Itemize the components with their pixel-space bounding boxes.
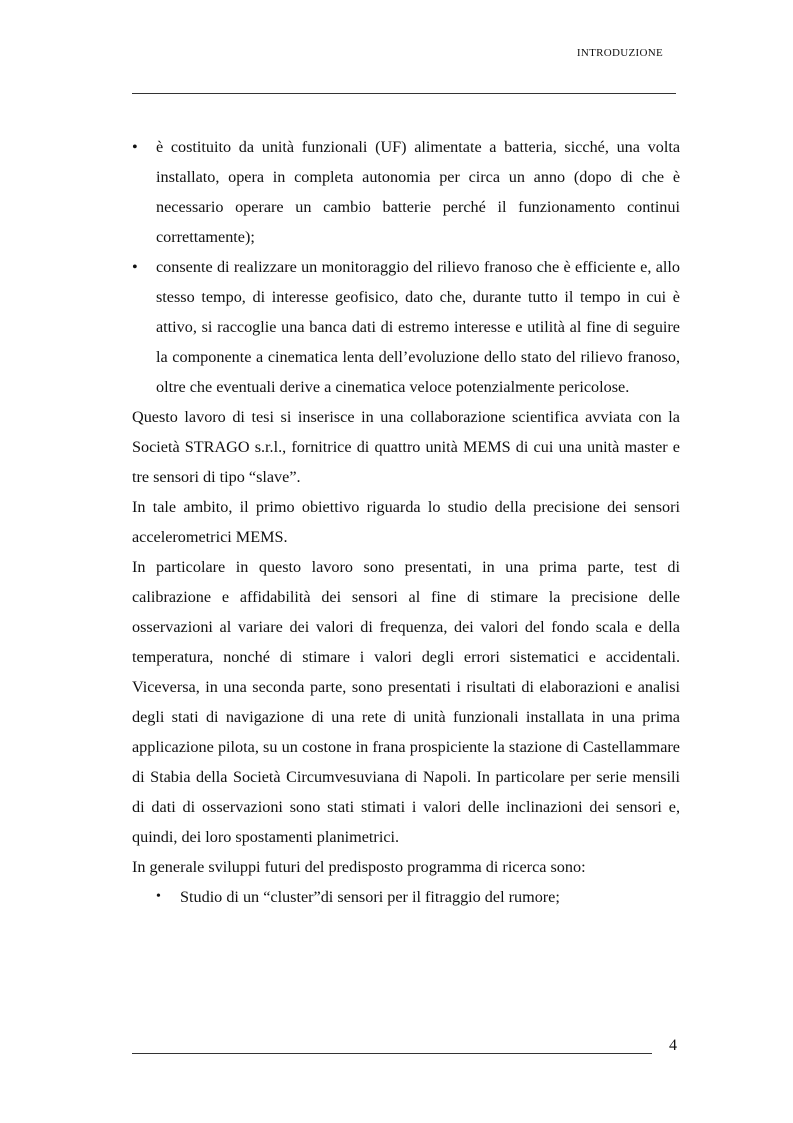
page-number: 4 xyxy=(669,1037,677,1054)
footer-rule xyxy=(132,1053,652,1054)
feature-bullet-list xyxy=(132,132,680,402)
paragraph-collaboration: Questo lavoro di tesi si inserisce in una collaborazione scientifica avviata con la Società STRAGO s.r.l., fornitrice di quattro unità MEMS di cui una unità master e tre sensori di tipo “slave”. xyxy=(132,408,680,486)
paragraph-objective: In tale ambito, il primo obiettivo riguarda lo studio della precisione dei sensori accelerometrici MEMS. xyxy=(132,498,680,546)
sub-bullet-item xyxy=(156,882,680,912)
bullet-icon: • xyxy=(132,258,138,276)
bullet-text: è costituito da unità funzionali (UF) alimentate a batteria, sicché, una volta installato, opera in completa autonomia per circa un anno (dopo di che è necessario operare un cambio batterie perché il funzionamento continui correttamente); xyxy=(156,138,680,246)
running-header: INTRODUZIONE xyxy=(576,47,663,59)
bullet-icon: • xyxy=(132,138,138,156)
future-bullet-list xyxy=(132,882,680,912)
bullet-item xyxy=(132,132,680,252)
paragraph-details: In particolare in questo lavoro sono presentati, in una prima parte, test di calibrazione e affidabilità dei sensori al fine di stimare la precisione delle osservazioni al variare dei valori di frequenza, dei valori del fondo scala e della temperatura, nonché di stimare i valori degli errori sistematici e accidentali. Viceversa, in una seconda parte, sono presentati i risultati di elaborazioni e analisi degli stati di navigazione di una rete di unità funzionali installata in una prima applicazione pilota, su un costone in frana prospiciente la stazione di Castellammare di Stabia della Società Circumvesuviana di Napoli. In particolare per serie mensili di dati di osservazioni sono stati stimati i valori delle inclinazioni dei sensori e, quindi, dei loro spostamenti planimetrici. xyxy=(132,558,680,846)
bullet-item xyxy=(132,252,680,402)
paragraph-future: In generale sviluppi futuri del predisposto programma di ricerca sono: xyxy=(132,858,586,876)
bullet-icon: • xyxy=(156,889,161,904)
page-body xyxy=(132,132,680,912)
sub-bullet-text: Studio di un “cluster”di sensori per il fitraggio del rumore; xyxy=(180,888,560,906)
bullet-text: consente di realizzare un monitoraggio del rilievo franoso che è efficiente e, allo stesso tempo, di interesse geofisico, dato che, durante tutto il tempo in cui è attivo, si raccoglie una banca dati di estremo interesse e utilità al fine di seguire la componente a cinematica lenta dell’evoluzione dello stato del rilievo franoso, oltre che eventuali derive a cinematica veloce potenzialmente pericolose. xyxy=(156,258,680,396)
header-rule xyxy=(132,93,676,94)
